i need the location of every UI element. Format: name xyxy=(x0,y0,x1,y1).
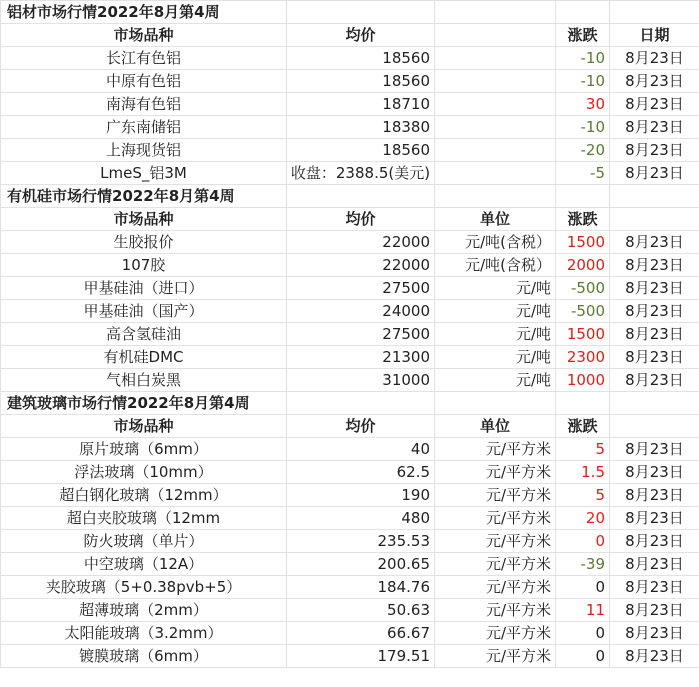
table-row xyxy=(1,323,699,346)
cell-date[interactable]: 8月23日 xyxy=(610,553,699,576)
table-row xyxy=(1,507,699,530)
cell-date[interactable]: 8月23日 xyxy=(610,599,699,622)
cell-price[interactable]: 190 xyxy=(287,484,435,507)
cell-unit[interactable] xyxy=(435,139,556,162)
section-title[interactable]: 有机硅市场行情2022年8月第4周 xyxy=(1,185,287,208)
cell-price[interactable]: 62.5 xyxy=(287,461,435,484)
cell-unit[interactable]: 元/平方米 xyxy=(435,553,556,576)
table-row xyxy=(1,231,699,254)
cell-name[interactable]: 南海有色铝 xyxy=(1,93,287,116)
cell-date[interactable]: 8月23日 xyxy=(610,576,699,599)
section-title-row xyxy=(1,185,699,208)
table-row xyxy=(1,645,699,668)
cell-unit[interactable]: 元/吨(含税） xyxy=(435,254,556,277)
cell-unit[interactable]: 元/吨 xyxy=(435,346,556,369)
cell-change[interactable]: -10 xyxy=(556,116,610,139)
cell-name[interactable]: 生胶报价 xyxy=(1,231,287,254)
cell-change[interactable]: -39 xyxy=(556,553,610,576)
cell-change[interactable]: 1000 xyxy=(556,369,610,392)
cell-change[interactable]: 0 xyxy=(556,530,610,553)
cell-name[interactable]: 中原有色铝 xyxy=(1,70,287,93)
cell-date[interactable]: 8月23日 xyxy=(610,70,699,93)
cell-name[interactable]: 气相白炭黑 xyxy=(1,369,287,392)
cell-change[interactable]: -500 xyxy=(556,277,610,300)
cell-unit[interactable]: 元/平方米 xyxy=(435,622,556,645)
cell-price[interactable]: 22000 xyxy=(287,254,435,277)
cell-price[interactable]: 21300 xyxy=(287,346,435,369)
cell-name[interactable]: 镀膜玻璃（6mm） xyxy=(1,645,287,668)
cell-change[interactable]: -5 xyxy=(556,162,610,185)
cell-name[interactable]: 超薄玻璃（2mm） xyxy=(1,599,287,622)
cell-date[interactable]: 8月23日 xyxy=(610,300,699,323)
cell-name[interactable]: LmeS_铝3M xyxy=(1,162,287,185)
cell-name[interactable]: 甲基硅油（进口） xyxy=(1,277,287,300)
header-price[interactable]: 均价 xyxy=(287,415,435,438)
cell-change[interactable]: -500 xyxy=(556,300,610,323)
header-change[interactable]: 涨跌 xyxy=(556,415,610,438)
cell-price[interactable]: 收盘：2388.5(美元) xyxy=(287,162,435,185)
table-row xyxy=(1,70,699,93)
cell-change[interactable]: 11 xyxy=(556,599,610,622)
cell-price[interactable]: 31000 xyxy=(287,369,435,392)
cell-price[interactable]: 24000 xyxy=(287,300,435,323)
cell-price[interactable]: 179.51 xyxy=(287,645,435,668)
cell-date[interactable]: 8月23日 xyxy=(610,47,699,70)
cell-unit[interactable]: 元/平方米 xyxy=(435,461,556,484)
cell-price[interactable]: 184.76 xyxy=(287,576,435,599)
cell-name[interactable]: 广东南储铝 xyxy=(1,116,287,139)
cell-change[interactable]: -10 xyxy=(556,47,610,70)
cell-unit[interactable]: 元/吨 xyxy=(435,369,556,392)
cell-name[interactable]: 超白钢化玻璃（12mm） xyxy=(1,484,287,507)
empty-cell[interactable] xyxy=(610,392,699,415)
table-row xyxy=(1,116,699,139)
header-name[interactable]: 市场品种 xyxy=(1,415,287,438)
cell-name[interactable]: 防火玻璃（单片） xyxy=(1,530,287,553)
header-unit[interactable] xyxy=(435,24,556,47)
cell-date[interactable]: 8月23日 xyxy=(610,231,699,254)
cell-price[interactable]: 18380 xyxy=(287,116,435,139)
empty-cell[interactable] xyxy=(610,185,699,208)
cell-date[interactable]: 8月23日 xyxy=(610,346,699,369)
empty-cell[interactable] xyxy=(435,185,556,208)
cell-name[interactable]: 甲基硅油（国产） xyxy=(1,300,287,323)
header-row xyxy=(1,24,699,47)
header-row xyxy=(1,415,699,438)
cell-name[interactable]: 长江有色铝 xyxy=(1,47,287,70)
header-change[interactable]: 涨跌 xyxy=(556,24,610,47)
table-row xyxy=(1,346,699,369)
cell-date[interactable]: 8月23日 xyxy=(610,369,699,392)
header-change[interactable]: 涨跌 xyxy=(556,208,610,231)
empty-cell[interactable] xyxy=(556,185,610,208)
header-date[interactable] xyxy=(610,208,699,231)
cell-date[interactable]: 8月23日 xyxy=(610,622,699,645)
header-name[interactable]: 市场品种 xyxy=(1,208,287,231)
cell-name[interactable]: 有机硅DMC xyxy=(1,346,287,369)
empty-cell[interactable] xyxy=(435,392,556,415)
empty-cell[interactable] xyxy=(435,1,556,24)
cell-change[interactable]: 1500 xyxy=(556,231,610,254)
table-row xyxy=(1,553,699,576)
cell-unit[interactable]: 元/吨 xyxy=(435,323,556,346)
section-title-row xyxy=(1,392,699,415)
cell-date[interactable]: 8月23日 xyxy=(610,277,699,300)
table-row xyxy=(1,47,699,70)
cell-name[interactable]: 夹胶玻璃（5+0.38pvb+5） xyxy=(1,576,287,599)
cell-change[interactable]: -10 xyxy=(556,70,610,93)
cell-name[interactable]: 太阳能玻璃（3.2mm） xyxy=(1,622,287,645)
cell-price[interactable]: 22000 xyxy=(287,231,435,254)
cell-unit[interactable]: 元/平方米 xyxy=(435,645,556,668)
cell-price[interactable]: 27500 xyxy=(287,323,435,346)
cell-unit[interactable]: 元/吨(含税） xyxy=(435,231,556,254)
table-row xyxy=(1,576,699,599)
table-row xyxy=(1,162,699,185)
cell-change[interactable]: 2300 xyxy=(556,346,610,369)
header-unit[interactable]: 单位 xyxy=(435,208,556,231)
cell-price[interactable]: 235.53 xyxy=(287,530,435,553)
cell-name[interactable]: 高含氢硅油 xyxy=(1,323,287,346)
cell-unit[interactable] xyxy=(435,116,556,139)
table-row xyxy=(1,93,699,116)
table-body xyxy=(1,1,699,668)
cell-price[interactable]: 66.67 xyxy=(287,622,435,645)
cell-price[interactable]: 50.63 xyxy=(287,599,435,622)
cell-change[interactable]: -20 xyxy=(556,139,610,162)
empty-cell[interactable] xyxy=(610,1,699,24)
table-row xyxy=(1,254,699,277)
table-row xyxy=(1,461,699,484)
header-price[interactable]: 均价 xyxy=(287,208,435,231)
cell-unit[interactable]: 元/吨 xyxy=(435,277,556,300)
cell-change[interactable]: 30 xyxy=(556,93,610,116)
cell-change[interactable]: 2000 xyxy=(556,254,610,277)
cell-price[interactable]: 18560 xyxy=(287,47,435,70)
cell-price[interactable]: 18560 xyxy=(287,139,435,162)
cell-price[interactable]: 18710 xyxy=(287,93,435,116)
cell-price[interactable]: 27500 xyxy=(287,277,435,300)
header-date[interactable]: 日期 xyxy=(610,24,699,47)
cell-unit[interactable]: 元/平方米 xyxy=(435,530,556,553)
cell-change[interactable]: 1500 xyxy=(556,323,610,346)
table-row xyxy=(1,277,699,300)
cell-unit[interactable] xyxy=(435,70,556,93)
cell-name[interactable]: 中空玻璃（12A） xyxy=(1,553,287,576)
cell-date[interactable]: 8月23日 xyxy=(610,139,699,162)
empty-cell[interactable] xyxy=(556,392,610,415)
cell-unit[interactable]: 元/吨 xyxy=(435,300,556,323)
table-row xyxy=(1,622,699,645)
cell-price[interactable]: 480 xyxy=(287,507,435,530)
empty-cell[interactable] xyxy=(287,392,435,415)
empty-cell[interactable] xyxy=(556,1,610,24)
cell-name[interactable]: 107胶 xyxy=(1,254,287,277)
cell-change[interactable]: 0 xyxy=(556,622,610,645)
cell-unit[interactable]: 元/平方米 xyxy=(435,438,556,461)
cell-name[interactable]: 上海现货铝 xyxy=(1,139,287,162)
cell-date[interactable]: 8月23日 xyxy=(610,323,699,346)
cell-name[interactable]: 超白夹胶玻璃（12mm xyxy=(1,507,287,530)
cell-date[interactable]: 8月23日 xyxy=(610,93,699,116)
cell-name[interactable]: 原片玻璃（6mm） xyxy=(1,438,287,461)
cell-change[interactable]: 5 xyxy=(556,484,610,507)
header-date[interactable] xyxy=(610,415,699,438)
header-row xyxy=(1,208,699,231)
table-row xyxy=(1,300,699,323)
cell-unit[interactable]: 元/平方米 xyxy=(435,484,556,507)
cell-date[interactable]: 8月23日 xyxy=(610,116,699,139)
header-price[interactable]: 均价 xyxy=(287,24,435,47)
cell-date[interactable]: 8月23日 xyxy=(610,438,699,461)
cell-change[interactable]: 20 xyxy=(556,507,610,530)
section-title[interactable]: 建筑玻璃市场行情2022年8月第4周 xyxy=(1,392,287,415)
table-row xyxy=(1,139,699,162)
section-title-row xyxy=(1,1,699,24)
cell-date[interactable]: 8月23日 xyxy=(610,645,699,668)
cell-unit[interactable]: 元/平方米 xyxy=(435,507,556,530)
header-name[interactable]: 市场品种 xyxy=(1,24,287,47)
cell-change[interactable]: 5 xyxy=(556,438,610,461)
cell-price[interactable]: 18560 xyxy=(287,70,435,93)
cell-date[interactable]: 8月23日 xyxy=(610,162,699,185)
cell-unit[interactable] xyxy=(435,162,556,185)
cell-change[interactable]: 0 xyxy=(556,645,610,668)
cell-change[interactable]: 1.5 xyxy=(556,461,610,484)
cell-date[interactable]: 8月23日 xyxy=(610,461,699,484)
cell-date[interactable]: 8月23日 xyxy=(610,507,699,530)
cell-unit[interactable]: 元/平方米 xyxy=(435,599,556,622)
table-row xyxy=(1,369,699,392)
cell-unit[interactable] xyxy=(435,47,556,70)
cell-unit[interactable]: 元/平方米 xyxy=(435,576,556,599)
cell-unit[interactable] xyxy=(435,93,556,116)
table-row xyxy=(1,484,699,507)
section-title[interactable]: 铝材市场行情2022年8月第4周 xyxy=(1,1,287,24)
cell-date[interactable]: 8月23日 xyxy=(610,530,699,553)
cell-price[interactable]: 200.65 xyxy=(287,553,435,576)
cell-date[interactable]: 8月23日 xyxy=(610,254,699,277)
table-row xyxy=(1,599,699,622)
cell-date[interactable]: 8月23日 xyxy=(610,484,699,507)
table-row xyxy=(1,530,699,553)
header-unit[interactable]: 单位 xyxy=(435,415,556,438)
table-row xyxy=(1,438,699,461)
cell-price[interactable]: 40 xyxy=(287,438,435,461)
cell-change[interactable]: 0 xyxy=(556,576,610,599)
empty-cell[interactable] xyxy=(287,1,435,24)
empty-cell[interactable] xyxy=(287,185,435,208)
cell-name[interactable]: 浮法玻璃（10mm） xyxy=(1,461,287,484)
